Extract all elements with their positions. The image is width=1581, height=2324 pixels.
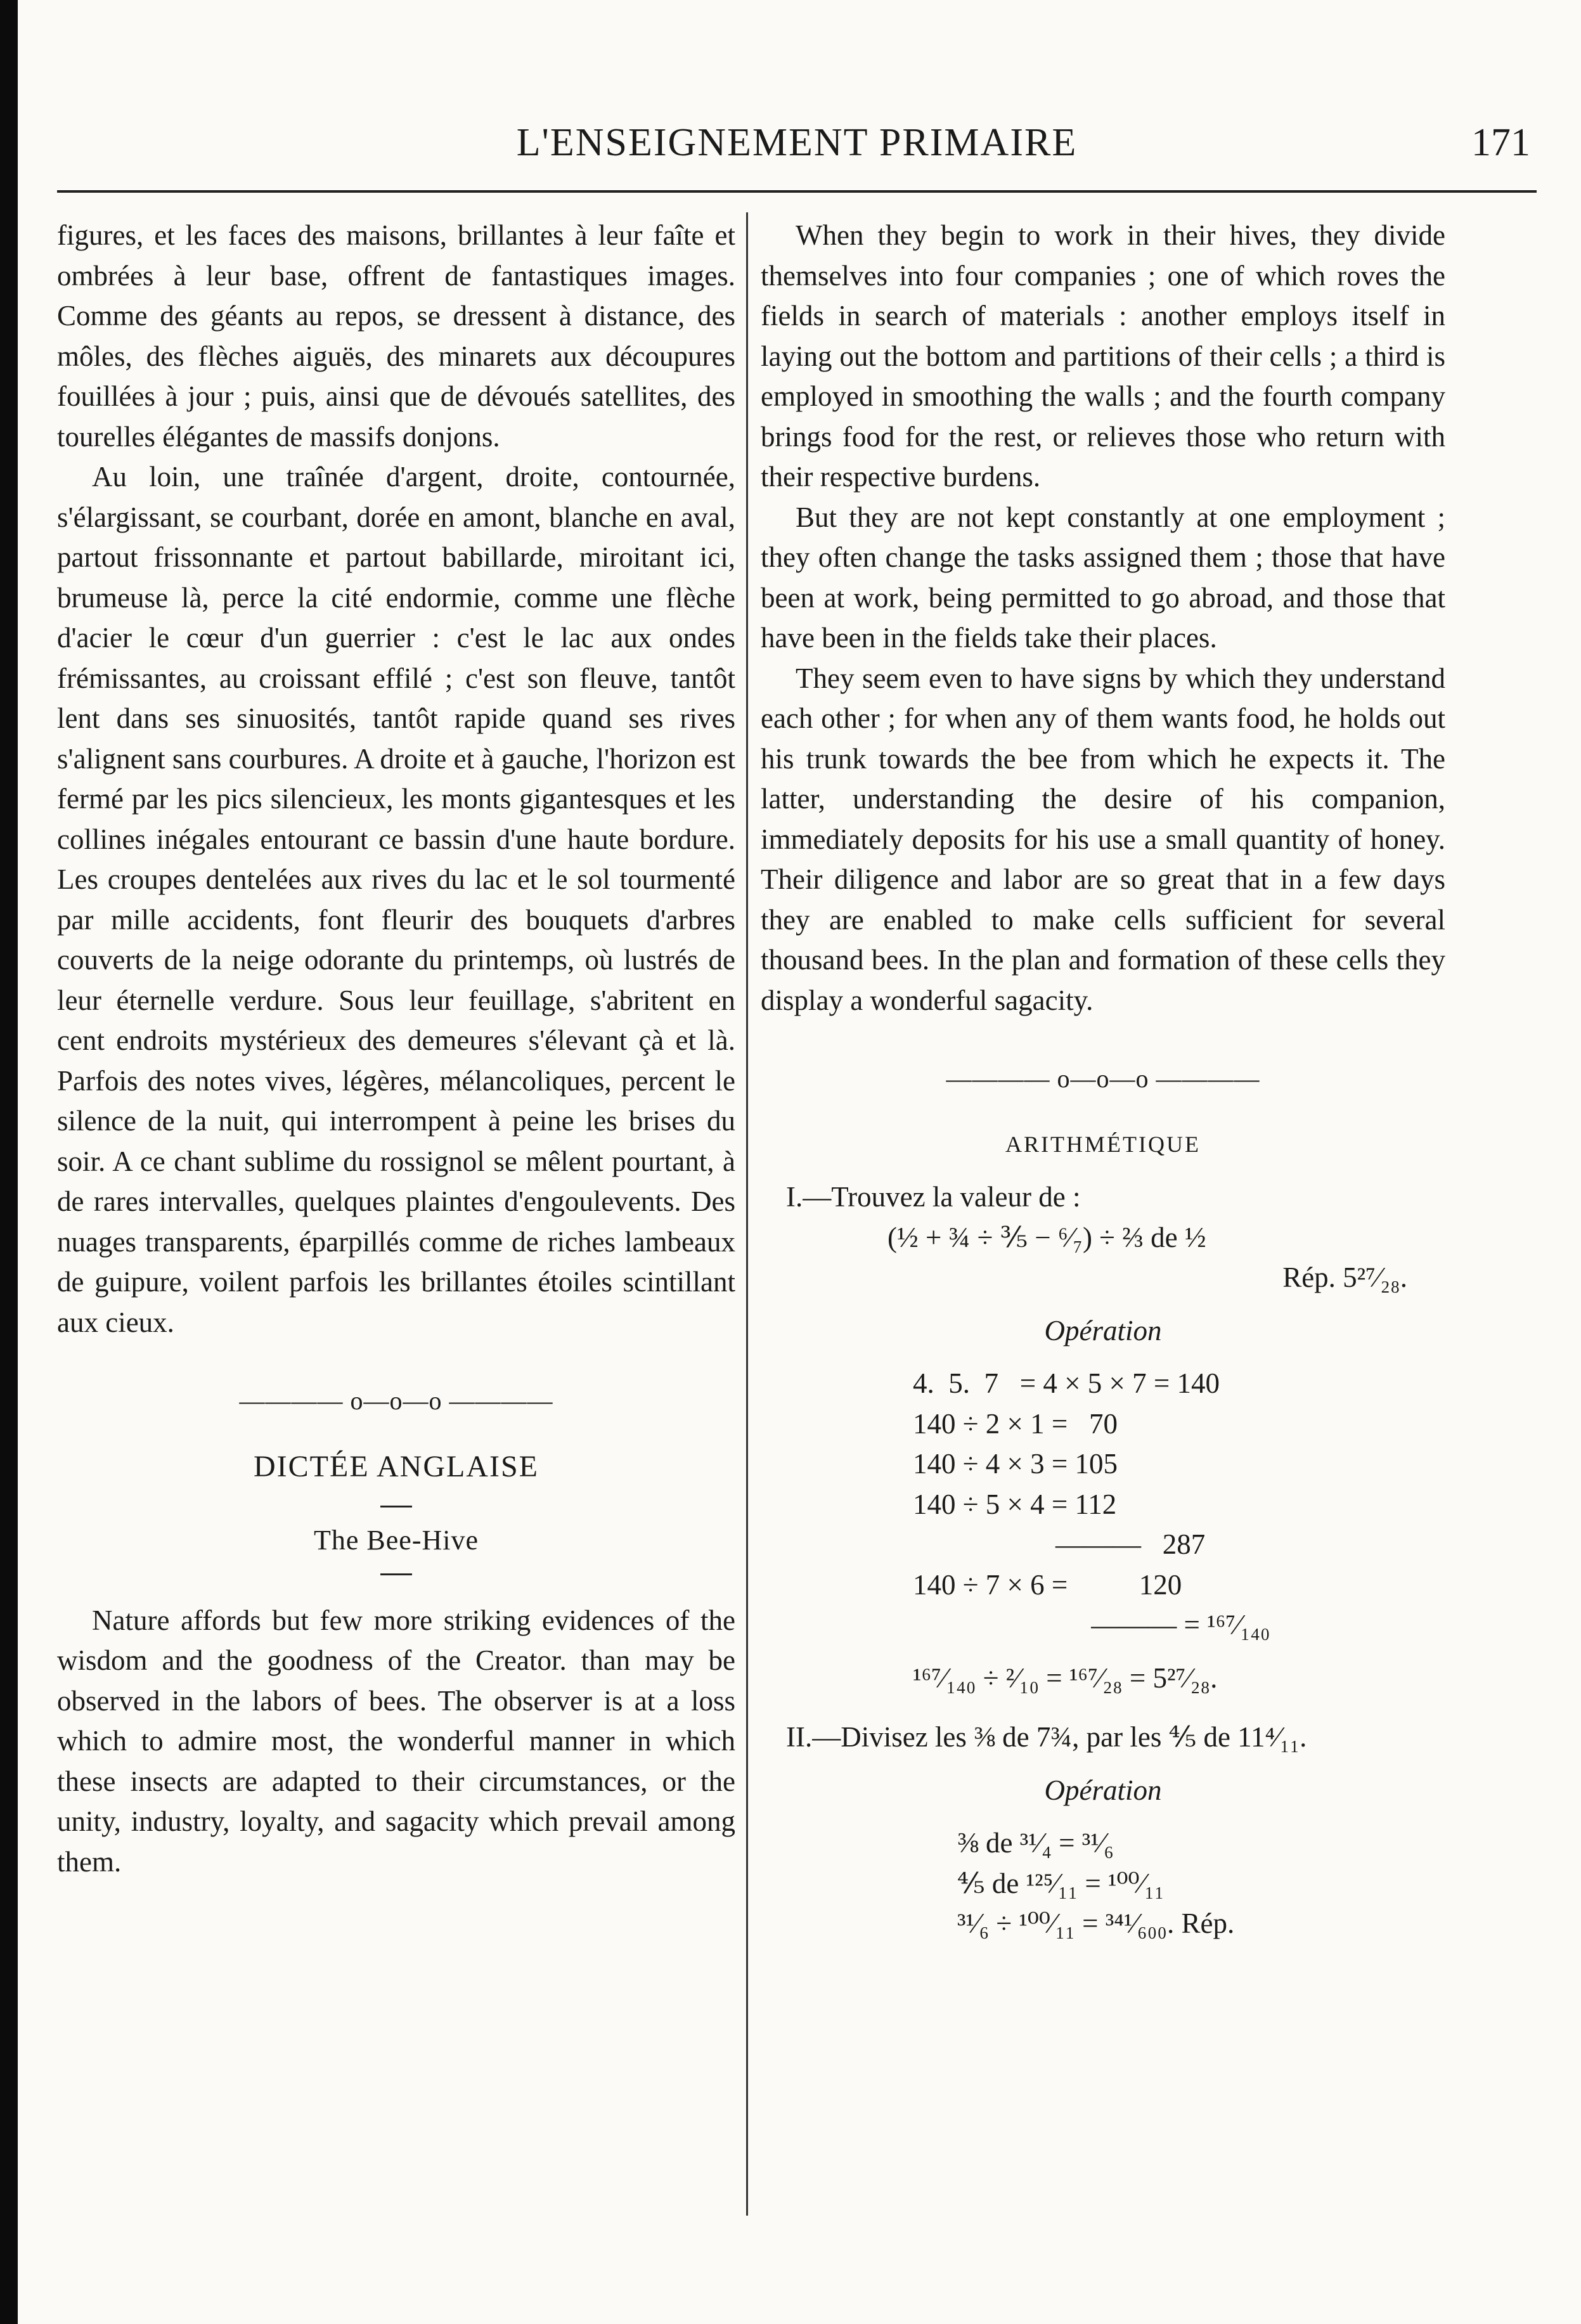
math-line: 140 ÷ 5 × 4 = 112 — [913, 1488, 1117, 1520]
paragraph: But they are not kept constantly at one employment ; they often change the tasks assigned them ; those that have been at work, being permitted to go abroad, and those that have been in the fields take their places. — [761, 501, 1445, 654]
math-line: ⅘ de ¹²⁵⁄₁₁ = ¹⁰⁰⁄₁₁ — [957, 1867, 1165, 1899]
operation-label: Opération — [1044, 1774, 1162, 1806]
problem-question: II.—Divisez les ⅜ de 7¾, par les ⅘ de 11⁴⁄₁₁. — [786, 1721, 1307, 1753]
math-line: ³¹⁄₆ ÷ ¹⁰⁰⁄₁₁ = ³⁴¹⁄₆₀₀. Rép. — [957, 1908, 1235, 1939]
math-line: ——— = ¹⁶⁷⁄₁₄₀ — [913, 1609, 1270, 1641]
problem-question: I.—Trouvez la valeur de : — [786, 1181, 1081, 1213]
binding-edge — [0, 0, 18, 2324]
page-header — [51, 114, 1543, 171]
math-line: 140 ÷ 2 × 1 = 70 — [913, 1407, 1118, 1440]
answer: Rép. 5²⁷⁄₂₈. — [1282, 1262, 1407, 1293]
math-line: ⅜ de ³¹⁄₄ = ³¹⁄₆ — [957, 1827, 1114, 1859]
paragraph: figures, et les faces des maisons, brillantes à leur faîte et ombrées à leur base, offrent de fantastiques images. Comme des géants au repos, se dressent à distance, des môles, des flèches aiguës, des minarets aux découpures fouillées à jour ; puis, ainsi que de dévoués satellites, des tourelles élégantes de massifs donjons. — [57, 219, 735, 453]
paragraph: They seem even to have signs by which they understand each other ; for when any of them wants food, he holds out his trunk towards the bee from which he expects it. The latter, understanding the desire of his companion, immediately deposits for his use a small quantity of honey. Their diligence and labor are so great that in a few days they are enabled to make cells sufficient for several thousand bees. In the plan and formation of these cells they display a wonderful sagacity. — [761, 662, 1445, 1016]
paragraph: Au loin, une traînée d'argent, droite, contournée, s'élargissant, se courbant, dorée en amont, blanche en aval, partout frissonnante et partout babillarde, miroitant ici, brumeuse là, perce la cité endormie, comme une flèche d'acier le cœur d'un guerrier : c'est le lac aux ondes frémissantes, au croissant effilé ; c'est son fleuve, tantôt lent dans ses sinuosités, tantôt rapide quand ses rives s'alignent sans courbures. A droite et à gauche, l'horizon est fermé par les pics silencieux, les monts gigantesques et les collines inégales entourant ce bassin d'une haute bordure. Les croupes dentelées aux rives du lac et le sol tourmenté par mille accidents, font fleurir des bouquets d'arbres couverts de la neige odorante du printemps, où lustrés de leur éternelle verdure. Sous leur feuillage, s'abritent en cent endroits mystérieux des demeures s'élevant çà et là. Parfois des notes vives, légères, mélancoliques, percent le silence de la nuit, qui interrompent à peine les brises du soir. A ce chant sublime du rossignol se mêlent pourtant, à de rares intervalles, quelques plaintes d'engoulevents. Des nuages transparents, éparpillés comme de riches lambeaux de guipure, voilent parfois les brillantes étoiles scintillant aux cieux. — [57, 461, 735, 1338]
article-subtitle: The Bee-Hive — [314, 1525, 479, 1556]
math-line: ¹⁶⁷⁄₁₄₀ ÷ ²⁄₁₀ = ¹⁶⁷⁄₂₈ = 5²⁷⁄₂₈. — [913, 1662, 1218, 1694]
math-expression: (½ + ¾ ÷ ⅗ − ⁶⁄₇) ÷ ⅔ de ½ — [887, 1221, 1206, 1253]
section-separator: ———— o—o—o ———— — [946, 1064, 1260, 1093]
paragraph: Nature affords but few more striking evidences of the wisdom and the goodness of the Creator. than may be observed in the labors of bees. The observer is at a loss which to admire most, the wonderful manner in which these insects are adapted to their circumstances, or the unity, industry, loyalty, and sagacity which prevail among them. — [57, 1604, 735, 1878]
math-line: 140 ÷ 4 × 3 = 105 — [913, 1448, 1118, 1480]
title-dash — [380, 1506, 412, 1507]
title-dash — [380, 1573, 412, 1575]
journal-title: L'ENSEIGNEMENT PRIMAIRE — [516, 121, 1078, 164]
math-line: 4. 5. 7 = 4 × 5 × 7 = 140 — [913, 1367, 1220, 1399]
section-title: ARITHMÉTIQUE — [1005, 1131, 1201, 1157]
section-title: DICTÉE ANGLAISE — [254, 1449, 539, 1483]
math-line: 140 ÷ 7 × 6 = 120 — [913, 1568, 1182, 1601]
math-line: ——— 287 — [913, 1528, 1206, 1560]
column-divider — [746, 212, 748, 2216]
header-rule — [57, 190, 1537, 193]
right-column — [761, 216, 1445, 1944]
section-separator: ———— o—o—o ———— — [239, 1386, 553, 1415]
operation-label: Opération — [1044, 1314, 1162, 1346]
left-column — [57, 216, 735, 1882]
page-number: 171 — [1471, 121, 1530, 164]
paragraph: When they begin to work in their hives, they divide themselves into four companies ; one of which roves the fields in search of materials : another employs itself in laying out the bottom and partitions of their cells ; a third is employed in smoothing the walls ; and the fourth company brings food for the rest, or relieves those who return with their respective burdens. — [761, 219, 1445, 493]
